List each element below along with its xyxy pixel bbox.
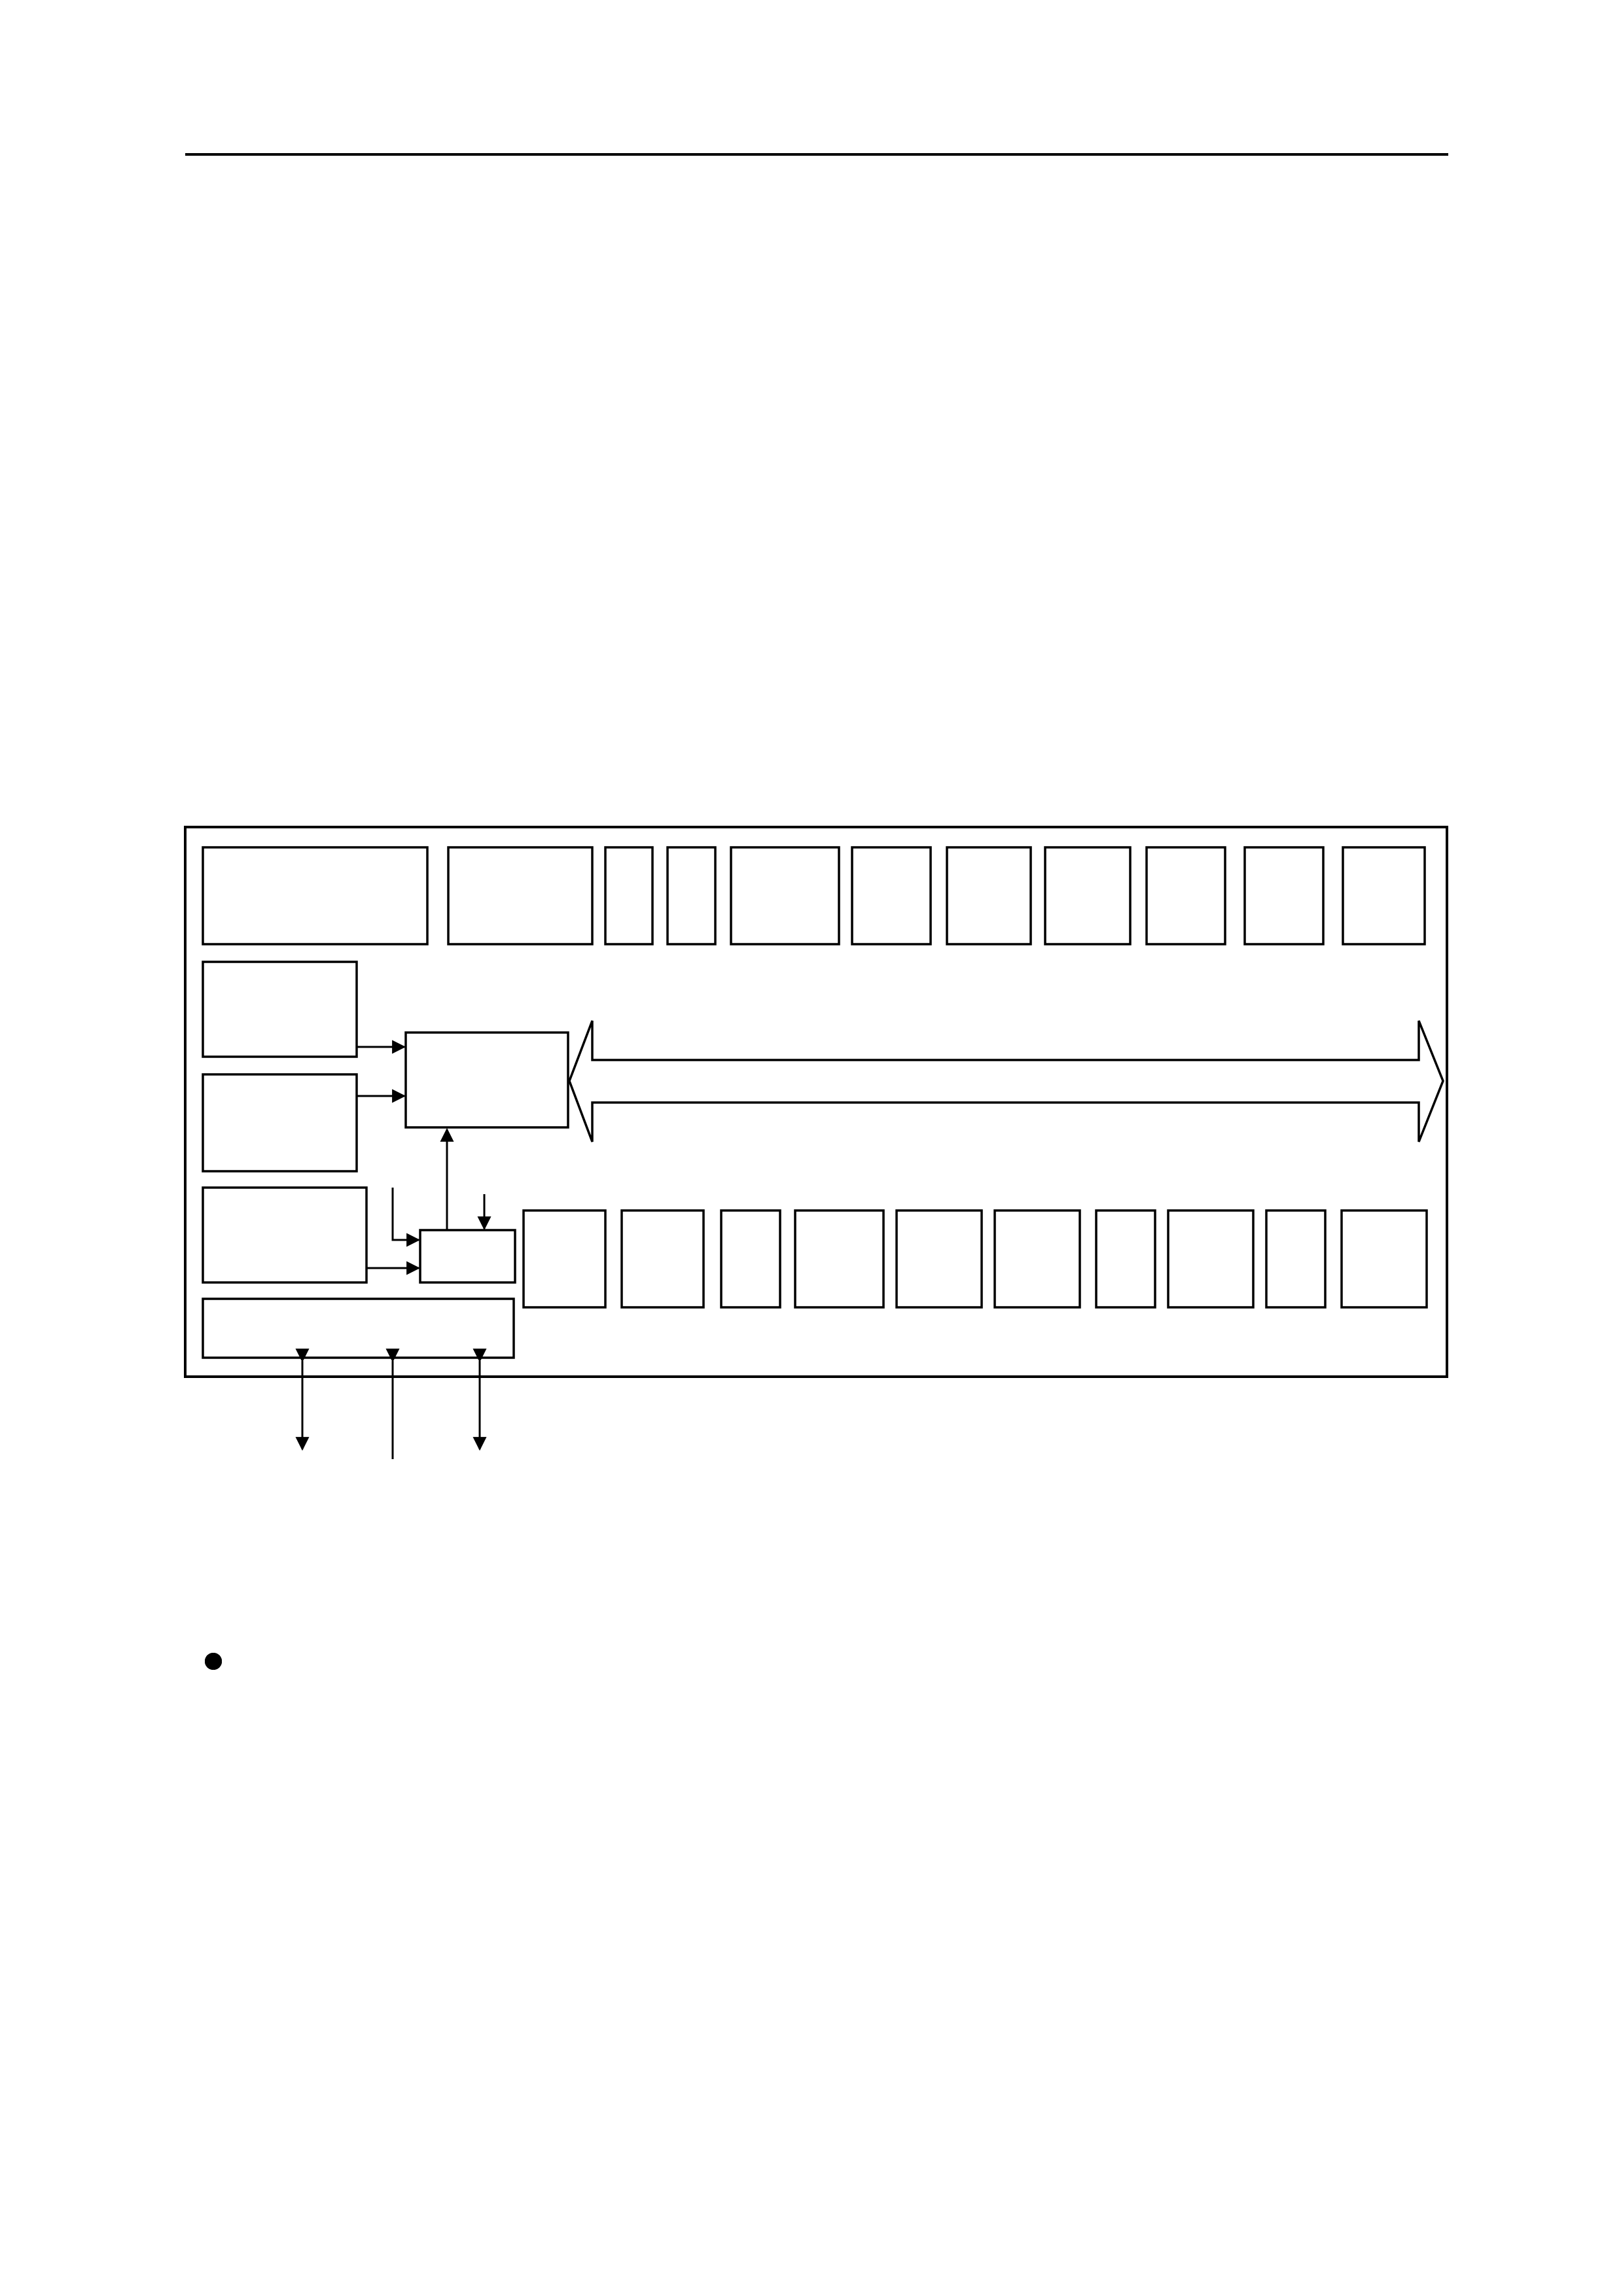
block-spi1 [1245,847,1323,944]
internal-bus-arrow [569,1021,1443,1142]
block-ldo [203,1299,514,1358]
block-port5 [1342,1210,1427,1307]
block-t0-t1 [605,847,652,944]
block-adc [721,1210,780,1307]
block-pwm1-pwm2 [852,847,931,944]
xt-to-pll [393,1188,419,1240]
block-iram-xram [448,847,592,944]
block-port4 [1168,1210,1253,1307]
block-flash-rom [203,847,427,944]
block-internal-oscillator [203,1188,366,1282]
block-uart1 [1045,847,1130,944]
block-pll [420,1230,515,1282]
block-watchdog-reset [203,1074,357,1171]
block-port2 [897,1210,982,1307]
block-led-ctrl [1343,847,1425,944]
block-uart0 [947,847,1031,944]
block-e8051-core [406,1033,568,1127]
block-usb-hd [1266,1210,1325,1307]
block-xt-osc [1096,1210,1155,1307]
block-port0 [622,1210,704,1307]
block-spi0 [1147,847,1225,944]
block-timer3 [731,847,839,944]
bullet-icon [205,1653,222,1670]
block-t2 [668,847,715,944]
block-port1 [795,1210,883,1307]
block-xbus [524,1210,605,1307]
block-port3 [995,1210,1080,1307]
block-power-on-reset [203,962,357,1057]
